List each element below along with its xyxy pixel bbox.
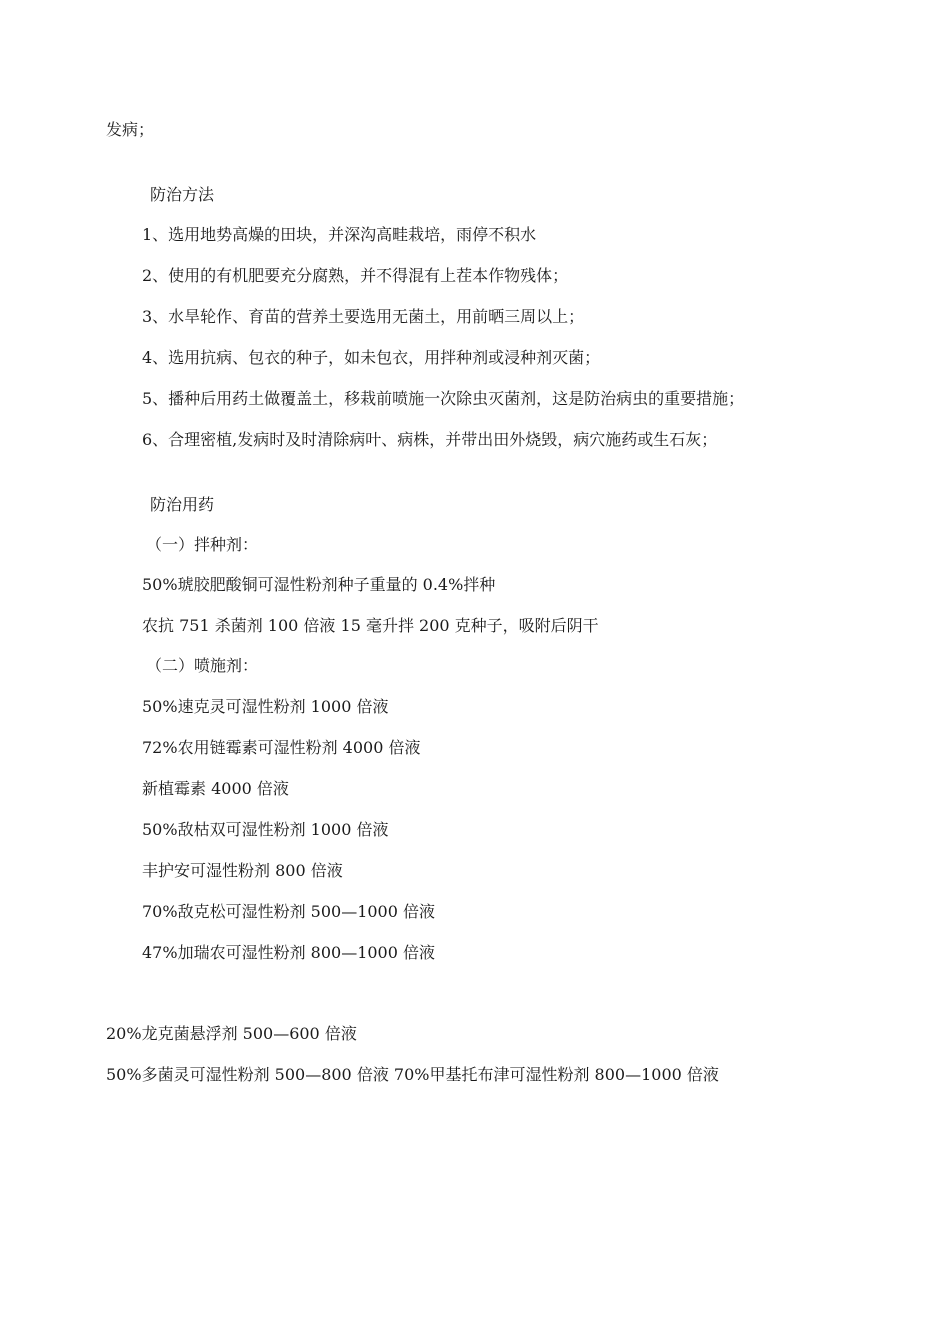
method-item: 3、水旱轮作、育苗的营养土要选用无菌土，用前晒三周以上； <box>142 307 585 326</box>
extra-item: 50%多菌灵可湿性粉剂 500—800 倍液 70%甲基托布津可湿性粉剂 800—1000 倍液 <box>106 1065 719 1084</box>
methods-heading: 防治方法 <box>150 185 215 204</box>
spray-item: 50%速克灵可湿性粉剂 1000 倍液 <box>142 697 389 716</box>
spray-item: 72%农用链霉素可湿性粉剂 4000 倍液 <box>142 738 421 757</box>
method-item: 6、合理密植,发病时及时清除病叶、病株，并带出田外烧毁，病穴施药或生石灰； <box>142 430 718 449</box>
spray-item: 47%加瑞农可湿性粉剂 800—1000 倍液 <box>142 943 435 962</box>
spray-item: 70%敌克松可湿性粉剂 500—1000 倍液 <box>142 902 435 921</box>
seed-item: 农抗 751 杀菌剂 100 倍液 15 毫升拌 200 克种子，吸附后阴干 <box>142 616 599 635</box>
spray-item: 丰护安可湿性粉剂 800 倍液 <box>142 861 343 880</box>
method-item: 1、选用地势高燥的田块，并深沟高畦栽培，雨停不积水 <box>142 225 537 244</box>
medicine-heading: 防治用药 <box>150 495 215 514</box>
method-item: 4、选用抗病、包衣的种子，如未包衣，用拌种剂或浸种剂灭菌； <box>142 348 601 367</box>
seed-item: 50%琥胶肥酸铜可湿性粉剂种子重量的 0.4%拌种 <box>142 575 496 594</box>
method-item: 2、使用的有机肥要充分腐熟，并不得混有上茬本作物残体； <box>142 266 569 285</box>
extra-item: 20%龙克菌悬浮剂 500—600 倍液 <box>106 1024 357 1043</box>
spray-item: 新植霉素 4000 倍液 <box>142 779 289 798</box>
seed-heading: （一）拌种剂： <box>146 535 259 554</box>
intro-text: 发病； <box>106 120 155 139</box>
spray-heading: （二）喷施剂： <box>146 656 259 675</box>
spray-item: 50%敌枯双可湿性粉剂 1000 倍液 <box>142 820 389 839</box>
method-item: 5、播种后用药土做覆盖土，移栽前喷施一次除虫灭菌剂，这是防治病虫的重要措施； <box>142 389 745 408</box>
